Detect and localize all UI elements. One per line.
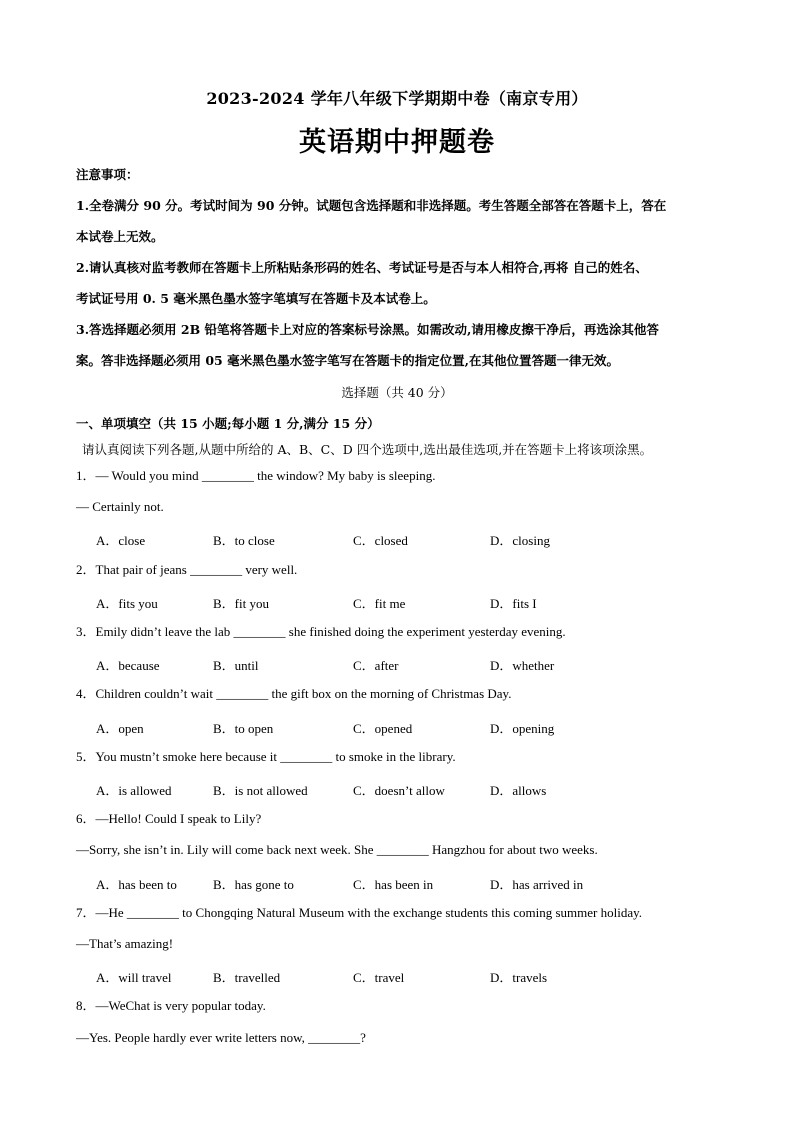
question-3-option-b[interactable]: B．until bbox=[213, 658, 259, 673]
question-6-stem: 6．—Hello! Could I speak to Lily? bbox=[76, 811, 262, 826]
question-8-reply: —Yes. People hardly ever write letters now, ________? bbox=[76, 1030, 366, 1045]
notice-item-1-line-1: 1.全卷满分 90 分。考试时间为 90 分钟。试题包含选择题和非选择题。考生答题全部答在答题卡上，答在 bbox=[76, 198, 667, 213]
question-7-option-c[interactable]: C．travel bbox=[353, 970, 405, 985]
notice-item-3-line-2: 案。答非选择题必须用 05 毫米黑色墨水签字笔写在答题卡的指定位置,在其他位置答题一律无效。 bbox=[76, 353, 619, 368]
question-4-option-d[interactable]: D．opening bbox=[490, 721, 555, 736]
question-7-stem: 7．—He ________ to Chongqing Natural Museum with the exchange students this coming summer holiday. bbox=[76, 905, 643, 920]
exam-title: 2023-2024 学年八年级下学期期中卷（南京专用） bbox=[206, 89, 588, 108]
question-3-stem: 3．Emily didn’t leave the lab ________ she finished doing the experiment yesterday evening. bbox=[76, 624, 566, 639]
question-6-option-d[interactable]: D．has arrived in bbox=[490, 877, 584, 892]
question-2-option-a[interactable]: A．fits you bbox=[96, 596, 158, 611]
question-5-option-d[interactable]: D．allows bbox=[490, 783, 547, 798]
question-3-option-c[interactable]: C．after bbox=[353, 658, 399, 673]
question-2-stem: 2．That pair of jeans ________ very well. bbox=[76, 562, 298, 577]
question-5-option-b[interactable]: B．is not allowed bbox=[213, 783, 308, 798]
question-4-stem: 4．Children couldn’t wait ________ the gift box on the morning of Christmas Day. bbox=[76, 686, 512, 701]
question-6-reply: —Sorry, she isn’t in. Lily will come back next week. She ________ Hangzhou for about two weeks. bbox=[76, 842, 598, 857]
notice-item-3-line-1: 3.答选择题必须用 2B 铅笔将答题卡上对应的答案标号涂黑。如需改动,请用橡皮擦干净后，再选涂其他答 bbox=[76, 322, 659, 337]
question-6-option-c[interactable]: C．has been in bbox=[353, 877, 434, 892]
question-5-stem: 5．You mustn’t smoke here because it ________ to smoke in the library. bbox=[76, 749, 456, 764]
question-6-option-b[interactable]: B．has gone to bbox=[213, 877, 294, 892]
question-2-option-c[interactable]: C．fit me bbox=[353, 596, 406, 611]
question-1-option-c[interactable]: C．closed bbox=[353, 533, 408, 548]
notice-heading: 注意事项： bbox=[76, 167, 139, 182]
notice-item-2-line-1: 2.请认真核对监考教师在答题卡上所粘贴条形码的姓名、考试证号是否与本人相符合,再将 自己的姓名、 bbox=[76, 260, 648, 275]
exam-subtitle: 英语期中押题卷 bbox=[299, 127, 495, 158]
question-8-stem: 8．—WeChat is very popular today. bbox=[76, 998, 266, 1013]
question-7-option-d[interactable]: D．travels bbox=[490, 970, 548, 985]
notice-item-2-line-2: 考试证号用 0. 5 毫米黑色墨水签字笔填写在答题卡及本试卷上。 bbox=[76, 291, 436, 306]
question-3-option-d[interactable]: D．whether bbox=[490, 658, 555, 673]
question-1-stem: 1．— Would you mind ________ the window? My baby is sleeping. bbox=[76, 468, 436, 483]
question-2-option-b[interactable]: B．fit you bbox=[213, 596, 269, 611]
question-1-option-d[interactable]: D．closing bbox=[490, 533, 550, 548]
question-7-option-b[interactable]: B．travelled bbox=[213, 970, 281, 985]
part-instruction: 请认真阅读下列各题,从题中所给的 A、B、C、D 四个选项中,选出最佳选项,并在答题卡上将该项涂黑。 bbox=[82, 442, 653, 457]
question-6-option-a[interactable]: A．has been to bbox=[96, 877, 177, 892]
question-5-option-c[interactable]: C．doesn’t allow bbox=[353, 783, 445, 798]
question-1-option-b[interactable]: B．to close bbox=[213, 533, 275, 548]
question-4-option-c[interactable]: C．opened bbox=[353, 721, 413, 736]
question-7-reply: —That’s amazing! bbox=[76, 936, 174, 951]
question-7-option-a[interactable]: A．will travel bbox=[96, 970, 172, 985]
question-2-option-d[interactable]: D．fits I bbox=[490, 596, 537, 611]
question-4-option-b[interactable]: B．to open bbox=[213, 721, 274, 736]
part-title: 一、单项填空（共 15 小题;每小题 1 分,满分 15 分） bbox=[76, 416, 380, 431]
question-3-option-a[interactable]: A．because bbox=[96, 658, 160, 673]
question-5-option-a[interactable]: A．is allowed bbox=[96, 783, 172, 798]
question-4-option-a[interactable]: A．open bbox=[96, 721, 144, 736]
notice-item-1-line-2: 本试卷上无效。 bbox=[76, 229, 164, 244]
section-title: 选择题（共 40 分） bbox=[341, 385, 453, 400]
question-1-option-a[interactable]: A．close bbox=[96, 533, 146, 548]
question-1-reply: — Certainly not. bbox=[76, 499, 164, 514]
